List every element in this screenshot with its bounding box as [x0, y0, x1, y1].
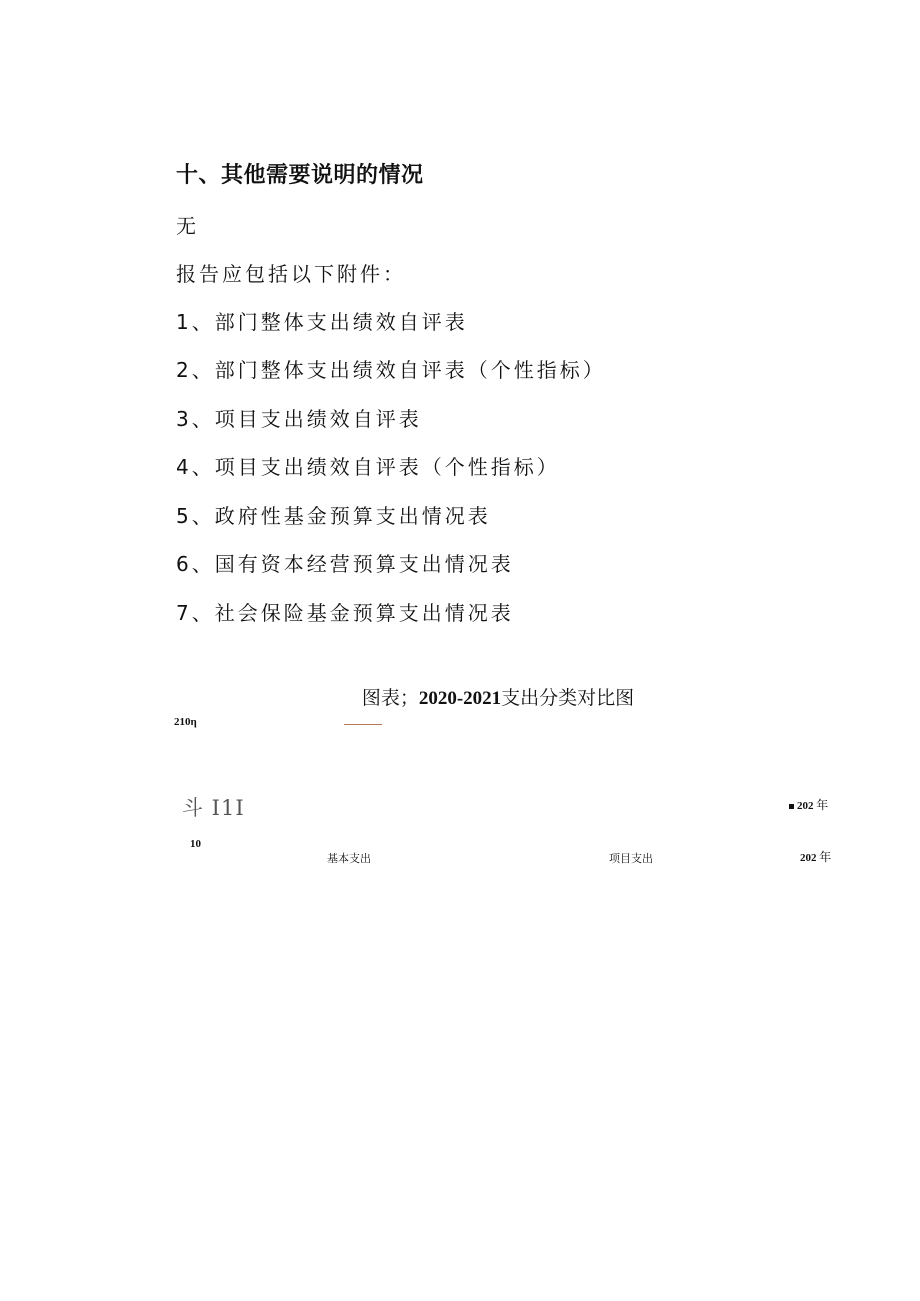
chart-title-prefix: 图表； [361, 687, 419, 709]
legend-item [800, 848, 831, 865]
legend-unit: 年 [816, 798, 829, 812]
section-heading: 十、其他需要说明的情况 [176, 163, 424, 188]
legend-unit: 年 [819, 850, 832, 864]
attachments-intro: 报告应包括以下附件： [176, 262, 406, 286]
y-axis-low-label: 10 [190, 838, 201, 850]
legend-marker [789, 804, 794, 809]
category-label: 基本支出 [327, 852, 371, 865]
attachment-item: 3、项目支出绩效自评表 [176, 407, 422, 431]
chart-title-suffix: 支出分类对比图 [501, 687, 635, 709]
garbled-chart-text: 斗 I1I [182, 796, 245, 820]
attachment-item: 6、国有资本经营预算支出情况表 [176, 552, 514, 576]
chart-title [0, 683, 920, 710]
legend-year: 202 [797, 800, 814, 812]
attachment-item: 4、项目支出绩效自评表（个性指标） [176, 455, 560, 479]
y-axis-top-label: 210η [174, 716, 197, 728]
section-content: 无 [176, 214, 199, 238]
attachment-item: 7、社会保险基金预算支出情况表 [176, 601, 514, 625]
category-label: 项目支出 [609, 852, 653, 865]
attachment-item: 5、政府性基金预算支出情况表 [176, 504, 491, 528]
legend-item [789, 796, 828, 813]
attachment-item: 2、部门整体支出绩效自评表（个性指标） [176, 358, 606, 382]
legend-year: 202 [800, 852, 817, 864]
chart-title-years: 2020-2021 [418, 688, 502, 709]
attachment-item: 1、部门整体支出绩效自评表 [176, 310, 468, 334]
chart-line-fragment [344, 724, 382, 725]
